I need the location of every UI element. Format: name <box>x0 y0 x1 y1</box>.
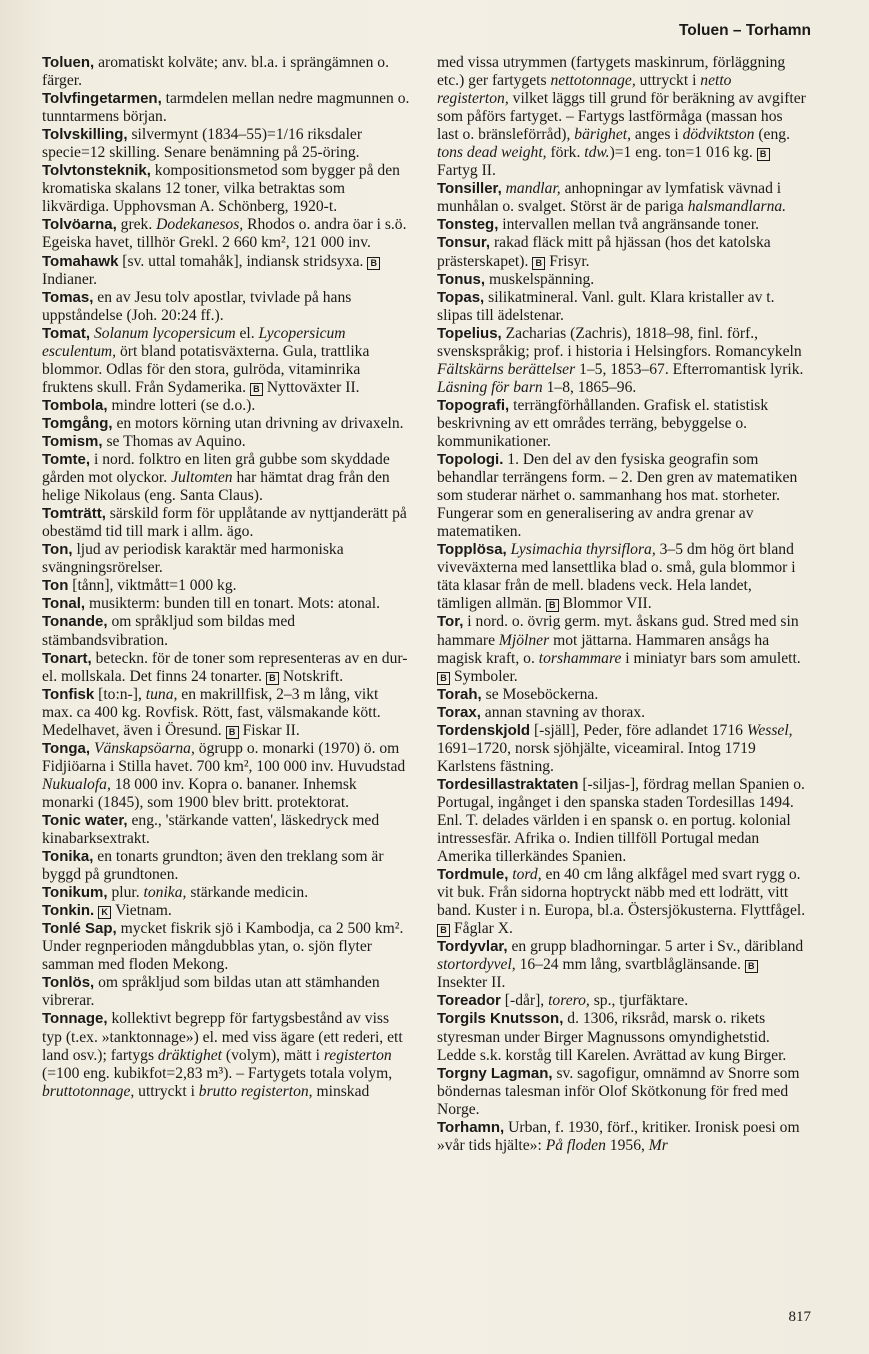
entry-text: [tånn], viktmått=1 000 kg. <box>68 577 237 595</box>
entry-text: 1691–1720, norsk sjöhjälte, viceamiral. Intog 1719 Karlstens fästning. <box>437 739 756 775</box>
italic-term: Nukualofa, <box>42 775 111 793</box>
dictionary-entry <box>437 54 807 180</box>
italic-term: stortordyvel, <box>437 956 516 974</box>
entry-text: 3–5 dm hög ört bland viveväxterna med lansettlika blad o. små, gula blommor i täta klasar från de mell. bladens veck. Hela landet, tämligen allmän. <box>437 541 796 613</box>
dictionary-entry <box>437 1119 807 1155</box>
dictionary-entry <box>42 740 412 812</box>
entry-text: Blommor VII. <box>562 595 652 613</box>
entry-text: anhopningar av lymfatisk vävnad i munhålan o. svalget. Störst är de pariga <box>437 180 782 216</box>
italic-term: Jultomten <box>171 469 233 487</box>
headword: Tonika, <box>42 848 94 866</box>
dictionary-entry <box>437 938 807 992</box>
italic-term: bärighet, <box>574 126 632 144</box>
dictionary-entry <box>437 613 807 685</box>
entry-text: 1956, <box>605 1136 649 1154</box>
headword: Topologi. <box>437 451 504 469</box>
entry-text: Urban, f. 1930, förf., kritiker. Ironisk poesi om »vår tids hjälte»: <box>437 1118 800 1154</box>
headword: Tolvtonsteknik, <box>42 162 151 180</box>
entry-text: [to:n-], <box>94 685 146 703</box>
italic-term: netto registerton, <box>437 72 732 108</box>
entry-text: [-siljas-], fördrag mellan Spanien o. Portugal, ingånget i den spanska staden Tordesillas 1494. Enl. T. delades världen i en spansk o. en portug. kolonial intressesfär. Afrika o. Indien tillföll Portugal medan Amerika tillerkändes Spanien. <box>437 775 805 866</box>
cross-reference-icon: B <box>266 672 279 685</box>
headword: Topelius, <box>437 324 502 342</box>
entry-text: en av Jesu tolv apostlar, tvivlade på hans uppståndelse (Joh. 20:24 ff.). <box>42 288 352 324</box>
dictionary-entry <box>42 1010 412 1100</box>
dictionary-entry <box>437 289 807 325</box>
italic-term: Lysimachia thyrsiflora, <box>510 541 656 559</box>
italic-term: nettotonnage, <box>550 72 636 90</box>
italic-term: dräktighet <box>157 1046 223 1064</box>
dictionary-entry <box>437 776 807 866</box>
italic-term: tuna, <box>145 685 178 703</box>
italic-term: Solanum lycopersicum <box>93 324 236 342</box>
italic-term: brutto registerton, <box>198 1082 313 1100</box>
dictionary-entry <box>42 90 412 126</box>
headword: Tonlé Sap, <box>42 920 117 938</box>
dictionary-entry <box>42 54 412 90</box>
entry-text: förk. <box>546 144 585 162</box>
italic-term: Mjölner <box>498 631 550 649</box>
italic-term: Vänskapsöarna, <box>93 739 195 757</box>
entry-text: beteckn. för de toner som representeras av en dur- el. mollskala. Det finns 24 tonarter. <box>42 649 408 685</box>
headword: Tonkin. <box>42 902 95 920</box>
headword: Tolvöarna, <box>42 216 117 234</box>
headword: Toreador <box>437 992 501 1010</box>
headword: Torah, <box>437 685 482 703</box>
entry-text: kompositionsmetod som bygger på den kromatiska skalans 12 toner, vilka betraktas som likvärdiga. Upphovsman A. Schönberg, 1920-t. <box>42 162 400 216</box>
entry-text: musikterm: bunden till en tonart. Mots: atonal. <box>85 595 381 613</box>
running-header: Toluen – Torhamn <box>678 22 811 39</box>
entry-text: Rhodos o. andra öar i s.ö. Egeiska havet, tillhör Grekl. 2 660 km², 121 000 inv. <box>42 216 407 252</box>
headword: Tonande, <box>42 613 108 631</box>
dictionary-entry <box>437 686 807 704</box>
cross-reference-icon: B <box>757 148 770 161</box>
italic-term: Wessel, <box>746 721 793 739</box>
dictionary-entry <box>42 848 412 884</box>
entry-text: se Thomas av Aquino. <box>102 432 246 450</box>
italic-term: Dodekanesos, <box>156 216 244 234</box>
dictionary-entry <box>437 992 807 1010</box>
headword: Tomgång, <box>42 414 113 432</box>
entry-text: har hämtat drag från den helige Nikolaus (eng. Santa Claus). <box>42 469 390 505</box>
entry-text: plur. <box>107 884 144 902</box>
dictionary-entry <box>42 451 412 505</box>
entry-text: uttryckt i <box>635 72 701 90</box>
entry-text: kollektivt begrepp för fartygsbestånd av viss typ (t.ex. »tanktonnage») el. med viss ägare (ett rederi, ett land osv.); fartygs <box>42 1010 403 1064</box>
entry-text: rakad fläck mitt på hjässan (hos det katolska prästerskapet). <box>437 234 771 270</box>
dictionary-entry <box>437 180 807 216</box>
dictionary-entry <box>42 812 412 848</box>
headword: Topplösa, <box>437 541 507 559</box>
headword: Tor, <box>437 613 464 631</box>
dictionary-entry <box>42 289 412 325</box>
dictionary-entry <box>42 126 412 162</box>
headword: Tonga, <box>42 739 91 757</box>
italic-term: På floden <box>545 1136 606 1154</box>
headword: Tonlös, <box>42 974 95 992</box>
italic-term: tord, <box>512 866 542 884</box>
entry-text: ögrupp o. monarki (1970) ö. om Fidjiöarna i Stilla havet. 700 km², 100 000 inv. Huvudstad <box>42 739 406 775</box>
cross-reference-icon: B <box>532 257 545 270</box>
cross-reference-icon: K <box>98 906 111 919</box>
dictionary-entry <box>437 704 807 722</box>
headword: Tonikum, <box>42 884 108 902</box>
entry-text: annan stavning av thorax. <box>480 703 646 721</box>
dictionary-entry <box>42 505 412 541</box>
entry-text: d. 1306, riksråd, marsk o. rikets styresman under Birger Magnussons omyndighetstid. Ledde s.k. korståg till Karelen. Avrättad av kung Birger. <box>437 1010 787 1064</box>
entry-text: Zacharias (Zachris), 1818–98, finl. förf., svenskspråkig; prof. i historia i Helsingfors. Romancykeln <box>437 324 802 360</box>
entry-text: en grupp bladhorningar. 5 arter i Sv., däribland <box>507 938 804 956</box>
italic-term: halsmandlarna. <box>687 198 787 216</box>
italic-term: tdw. <box>584 144 610 162</box>
dictionary-entry <box>437 722 807 776</box>
entry-text: Fiskar II. <box>242 721 300 739</box>
entry-text: ljud av periodisk karaktär med harmoniska svängningsrörelser. <box>42 541 344 577</box>
dictionary-entry <box>42 325 412 397</box>
entry-text: om språkljud som bildas utan att stämhanden vibrerar. <box>42 974 380 1010</box>
entry-text: (volym), mätt i <box>222 1046 324 1064</box>
entry-text: silikatmineral. Vanl. gult. Klara kristaller av t. slipas till ädelstenar. <box>437 288 775 324</box>
cross-reference-icon: B <box>437 672 450 685</box>
dictionary-entry <box>42 974 412 1010</box>
dictionary-entry <box>42 253 412 289</box>
italic-term: tons dead weight, <box>437 144 547 162</box>
italic-term: tonika, <box>143 884 187 902</box>
entry-text: 1–8, 1865–96. <box>542 378 637 396</box>
entry-text: med vissa utrymmen (fartygets maskinrum, förläggning etc.) ger fartygets <box>437 54 786 90</box>
entry-text: särskild form för upplåtande av nyttjanderätt på obestämd tid till mark i allm. ägo. <box>42 505 407 541</box>
dictionary-entry <box>42 650 412 686</box>
dictionary-entry <box>42 595 412 613</box>
headword: Ton, <box>42 541 73 559</box>
entry-text: ört bland potatisväxterna. Gula, trattlika blommor. Odlas för den stora, gulröda, vitaminrika fruktens skull. Från Sydamerika. <box>42 342 370 396</box>
entry-text: [-själl], Peder, före adlandet 1716 <box>530 721 747 739</box>
entry-text: 18 000 inv. Kopra o. bananer. Inhemsk monarki (1845), som 1900 blev britt. protektorat. <box>42 775 357 811</box>
headword: Tonic water, <box>42 811 128 829</box>
dictionary-entry <box>437 541 807 613</box>
dictionary-entry <box>437 234 807 270</box>
entry-text: en tonarts grundton; även den treklang som är byggd på grundtonen. <box>42 848 384 884</box>
headword: Tordmule, <box>437 866 509 884</box>
entry-text: Frisyr. <box>549 252 590 270</box>
dictionary-entry <box>42 686 412 740</box>
italic-term: torero, <box>548 992 590 1010</box>
entry-text: )=1 eng. ton=1 016 kg. <box>609 144 757 162</box>
entry-text: 1–5, 1853–67. Efterromantisk lyrik. <box>575 360 804 378</box>
headword: Tordyvlar, <box>437 938 508 956</box>
entry-text: en makrillfisk, 2–3 m lång, vikt max. ca 400 kg. Rovfisk. Rött, fast, välsmakande kött. Medelhavet, även i Öresund. <box>42 685 381 739</box>
dictionary-entry <box>42 162 412 216</box>
headword: Torax, <box>437 703 481 721</box>
entry-text: om språkljud som bildas med stämbandsvibration. <box>42 613 296 649</box>
headword: Torgny Lagman, <box>437 1064 553 1082</box>
dictionary-entry <box>42 920 412 974</box>
dictionary-entry <box>437 216 807 234</box>
entry-text: en motors körning utan drivning av drivaxeln. <box>112 414 404 432</box>
italic-term: Fältskärns berättelser <box>437 360 576 378</box>
dictionary-entry <box>42 433 412 451</box>
entry-text: sp., tjurfäktare. <box>589 992 689 1010</box>
italic-term: dödviktston <box>682 126 755 144</box>
headword: Torhamn, <box>437 1118 505 1136</box>
headword: Ton <box>42 577 69 595</box>
headword: Tonsiller, <box>437 180 502 198</box>
cross-reference-icon: B <box>226 726 239 739</box>
headword: Tolvskilling, <box>42 126 128 144</box>
headword: Tomträtt, <box>42 505 106 523</box>
entry-text: eng., 'stärkande vatten', läskedryck med kinabarksextrakt. <box>42 811 380 848</box>
entry-text: (=100 eng. kubikfot=2,83 m³). – Fartygets totala volym, <box>42 1064 393 1082</box>
entry-text: sv. sagofigur, omnämnd av Snorre som böndernas talesman inför Olof Skötkonung för fred med Norge. <box>437 1064 800 1118</box>
entry-text: mindre lotteri (se d.o.). <box>107 396 256 414</box>
dictionary-entry <box>437 1065 807 1119</box>
italic-term: registerton <box>323 1046 392 1064</box>
entry-text: muskelspänning. <box>485 270 595 288</box>
dictionary-entry <box>42 397 412 415</box>
headword: Tonart, <box>42 649 92 667</box>
headword: Topas, <box>437 288 485 306</box>
entry-text: terrängförhållanden. Grafisk el. statistisk beskrivning av ett områdes terräng, bebyggelse o. kommunikationer. <box>437 396 769 450</box>
entry-text: minskad <box>312 1082 370 1100</box>
headword: Topografi, <box>437 396 510 414</box>
page-number: 817 <box>788 1309 811 1325</box>
entry-text: se Moseböckerna. <box>481 685 599 703</box>
italic-term: mandlar, <box>505 180 561 198</box>
headword: Tomism, <box>42 432 103 450</box>
dictionary-entry <box>437 451 807 541</box>
entry-text: Notskrift. <box>282 667 344 685</box>
cross-reference-icon: B <box>745 960 758 973</box>
entry-text: intervallen mellan två angränsande toner. <box>498 216 760 234</box>
headword: Tonal, <box>42 595 86 613</box>
headword: Tomahawk <box>42 252 119 270</box>
entry-text: Insekter II. <box>437 974 506 992</box>
entry-text: mycket fiskrik sjö i Kambodja, ca 2 500 km². Under regnperioden mångdubblas ytan, o. sjön flyter samman med floden Mekong. <box>42 920 404 974</box>
entry-text: vilket läggs till grund för beräkning av avgifter som påförs fartyget. – Fartygs lastförmåga (massan hos last o. bränsleförråd), <box>437 90 806 144</box>
dictionary-entry <box>42 216 412 252</box>
entry-text: tarmdelen mellan nedre magmunnen o. tunntarmens början. <box>42 90 410 126</box>
entry-text: Symboler. <box>454 667 518 685</box>
dictionary-entry <box>437 1010 807 1064</box>
cross-reference-icon: B <box>367 257 380 270</box>
entry-text: mot jättarna. Hammaren ansågs ha magisk kraft, o. <box>437 631 770 667</box>
dictionary-entry <box>437 325 807 397</box>
cross-reference-icon: B <box>437 924 450 937</box>
entry-text: i miniatyr bars som amulett. <box>621 649 801 667</box>
dictionary-entry <box>42 902 412 920</box>
entry-text: grek. <box>116 216 157 234</box>
left-column <box>42 54 412 1101</box>
headword: Tombola, <box>42 396 108 414</box>
headword: Tomte, <box>42 451 91 469</box>
entry-text: i nord. folktro en liten grå gubbe som skyddade gården mot olyckor. <box>42 451 390 487</box>
entry-text: [-dår], <box>500 992 549 1010</box>
dictionary-entry <box>437 271 807 289</box>
entry-text: el. <box>235 324 259 342</box>
headword: Tordenskjold <box>437 721 531 739</box>
right-column <box>437 54 807 1155</box>
entry-text: Fartyg II. <box>437 162 496 180</box>
entry-text: en 40 cm lång alkfågel med svart rygg o. vit buk. Från sidorna hoptryckt näbb med ett lodrätt, vitt band. Kuster i n. Europa, bl.a. Östersjökusterna. Flyttfågel. <box>437 866 806 920</box>
headword: Tonus, <box>437 270 486 288</box>
entry-text: i nord. o. övrig germ. myt. åskans gud. Stred med sin hammare <box>437 613 799 649</box>
italic-term: bruttotonnage, <box>42 1082 135 1100</box>
entry-text: Indianer. <box>42 270 97 288</box>
dictionary-entry <box>42 415 412 433</box>
dictionary-entry <box>42 884 412 902</box>
entry-text: silvermynt (1834–55)=1/16 riksdaler specie=12 skilling. Senare benämning på 25-öring. <box>42 126 363 162</box>
entry-text: Nyttoväxter II. <box>266 378 360 396</box>
entry-text: [sv. uttal tomahåk], indiansk stridsyxa. <box>118 252 368 270</box>
headword: Tonfisk <box>42 685 95 703</box>
dictionary-entry <box>42 541 412 577</box>
headword: Tonsur, <box>437 234 491 252</box>
headword: Tordesillastraktaten <box>437 775 579 793</box>
headword: Tomas, <box>42 288 94 306</box>
italic-term: torshammare <box>538 649 622 667</box>
entry-text: (eng. <box>754 126 790 144</box>
entry-text: uttryckt i <box>134 1082 199 1100</box>
dictionary-entry <box>42 613 412 649</box>
entry-text: anges i <box>631 126 683 144</box>
headword: Tonsteg, <box>437 216 499 234</box>
dictionary-entry <box>437 866 807 938</box>
headword: Tonnage, <box>42 1010 108 1028</box>
cross-reference-icon: B <box>250 383 263 396</box>
dictionary-entry <box>437 397 807 451</box>
entry-text: stärkande medicin. <box>186 884 309 902</box>
headword: Torgils Knutsson, <box>437 1010 564 1028</box>
entry-text: Fåglar X. <box>454 920 513 938</box>
headword: Toluen, <box>42 54 95 71</box>
italic-term: Mr <box>648 1136 668 1154</box>
headword: Tolvfingetarmen, <box>42 90 162 108</box>
italic-term: Lycopersicum esculentum, <box>42 324 346 360</box>
headword: Tomat, <box>42 324 91 342</box>
entry-text: 1. Den del av den fysiska geografin som behandlar terrängens form. – 2. Den gren av matematiken som studerar närhet o. sammanhang hos mat. storheter. Fungerar som en generalisering av andra grenar av matematiken. <box>437 451 798 541</box>
dictionary-entry <box>42 577 412 595</box>
italic-term: Läsning för barn <box>437 378 543 396</box>
entry-text: aromatiskt kolväte; anv. bl.a. i sprängämnen o. färger. <box>42 54 389 90</box>
entry-text: Vietnam. <box>115 902 172 920</box>
entry-text: 16–24 mm lång, svartblåglänsande. <box>515 956 745 974</box>
cross-reference-icon: B <box>546 599 559 612</box>
